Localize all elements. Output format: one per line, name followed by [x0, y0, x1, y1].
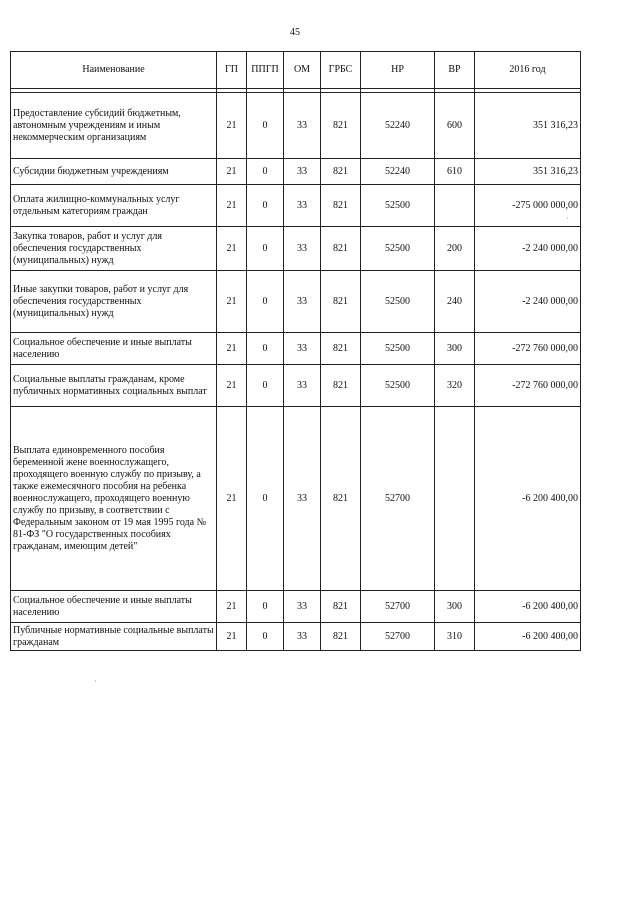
cell-vr: 300 [435, 591, 475, 623]
cell-name: Публичные нормативные социальные выплаты гражданам [11, 623, 217, 651]
cell-amount: 351 316,23 [475, 93, 581, 159]
cell-nr: 52700 [361, 623, 435, 651]
cell-gp: 21 [217, 159, 247, 185]
cell-grbs: 821 [321, 93, 361, 159]
cell-vr: 200 [435, 227, 475, 271]
table-row [11, 333, 581, 365]
cell-grbs: 821 [321, 623, 361, 651]
column-header-om: ОМ [284, 52, 321, 89]
cell-om: 33 [284, 159, 321, 185]
cell-pgp: 0 [247, 227, 284, 271]
cell-pgp: 0 [247, 407, 284, 591]
cell-gp: 21 [217, 93, 247, 159]
cell-nr: 52500 [361, 185, 435, 227]
cell-gp: 21 [217, 591, 247, 623]
table-row [11, 591, 581, 623]
cell-amount: -6 200 400,00 [475, 407, 581, 591]
cell-gp: 21 [217, 365, 247, 407]
cell-amount: 351 316,23 [475, 159, 581, 185]
table-row [11, 407, 581, 591]
cell-grbs: 821 [321, 227, 361, 271]
cell-amount: -272 760 000,00 [475, 333, 581, 365]
column-header-grbs: ГРБС [321, 52, 361, 89]
column-header-nr: НР [361, 52, 435, 89]
cell-name: Предоставление субсидий бюджетным, автономным учреждениям и иным некоммерческим организациям [11, 93, 217, 159]
cell-amount: -275 000 000,00 [475, 185, 581, 227]
cell-om: 33 [284, 623, 321, 651]
cell-pgp: 0 [247, 93, 284, 159]
cell-nr: 52700 [361, 407, 435, 591]
cell-nr: 52240 [361, 93, 435, 159]
cell-nr: 52500 [361, 365, 435, 407]
cell-nr: 52500 [361, 333, 435, 365]
cell-amount: -6 200 400,00 [475, 591, 581, 623]
column-header-gp: ГП [217, 52, 247, 89]
cell-nr: 52240 [361, 159, 435, 185]
cell-om: 33 [284, 93, 321, 159]
cell-gp: 21 [217, 623, 247, 651]
cell-amount: -2 240 000,00 [475, 227, 581, 271]
cell-pgp: 0 [247, 623, 284, 651]
table-row [11, 365, 581, 407]
column-header-year: 2016 год [475, 52, 581, 89]
cell-gp: 21 [217, 407, 247, 591]
cell-name: Социальное обеспечение и иные выплаты населению [11, 333, 217, 365]
cell-name: Субсидии бюджетным учреждениям [11, 159, 217, 185]
cell-vr: 310 [435, 623, 475, 651]
cell-name: Закупка товаров, работ и услуг для обеспечения государственных (муниципальных) нужд [11, 227, 217, 271]
cell-amount: -2 240 000,00 [475, 271, 581, 333]
cell-grbs: 821 [321, 365, 361, 407]
cell-amount: -272 760 000,00 [475, 365, 581, 407]
cell-pgp: 0 [247, 591, 284, 623]
cell-om: 33 [284, 365, 321, 407]
cell-vr: 240 [435, 271, 475, 333]
scan-speck: · [566, 214, 569, 223]
cell-vr: 610 [435, 159, 475, 185]
cell-grbs: 821 [321, 159, 361, 185]
cell-vr: 600 [435, 93, 475, 159]
cell-vr [435, 407, 475, 591]
cell-grbs: 821 [321, 407, 361, 591]
cell-name: Социальные выплаты гражданам, кроме публичных нормативных социальных выплат [11, 365, 217, 407]
cell-nr: 52700 [361, 591, 435, 623]
cell-grbs: 821 [321, 591, 361, 623]
budget-table [10, 51, 581, 651]
header-row [11, 52, 581, 89]
cell-vr: 320 [435, 365, 475, 407]
table-row [11, 623, 581, 651]
cell-gp: 21 [217, 333, 247, 365]
cell-om: 33 [284, 591, 321, 623]
cell-vr [435, 185, 475, 227]
cell-om: 33 [284, 185, 321, 227]
cell-grbs: 821 [321, 333, 361, 365]
cell-name: Выплата единовременного пособия беременной жене военнослужащего, проходящего военную службу по призыву, а также ежемесячного пособия на ребенка военнослужащего, проходящего военную службу по призыву, в соответствии с Федеральным законом от 19 мая 1995 года № 81-ФЗ "О государственных пособиях гражданам, имеющим детей" [11, 407, 217, 591]
cell-name: Социальное обеспечение и иные выплаты населению [11, 591, 217, 623]
table-row [11, 271, 581, 333]
cell-nr: 52500 [361, 271, 435, 333]
cell-amount: -6 200 400,00 [475, 623, 581, 651]
scan-speck: · [94, 677, 97, 686]
table-body [11, 93, 581, 651]
table-row [11, 93, 581, 159]
column-header-vr: ВР [435, 52, 475, 89]
cell-gp: 21 [217, 227, 247, 271]
cell-grbs: 821 [321, 271, 361, 333]
cell-gp: 21 [217, 271, 247, 333]
cell-grbs: 821 [321, 185, 361, 227]
table-row [11, 185, 581, 227]
cell-om: 33 [284, 227, 321, 271]
cell-name: Оплата жилищно-коммунальных услуг отдельным категориям граждан [11, 185, 217, 227]
page-number: 45 [290, 27, 300, 38]
table-row [11, 227, 581, 271]
cell-name: Иные закупки товаров, работ и услуг для обеспечения государственных (муниципальных) нужд [11, 271, 217, 333]
cell-pgp: 0 [247, 159, 284, 185]
column-header-pgp: ППГП [247, 52, 284, 89]
cell-pgp: 0 [247, 185, 284, 227]
cell-om: 33 [284, 271, 321, 333]
cell-pgp: 0 [247, 271, 284, 333]
column-header-name: Наименование [11, 52, 217, 89]
cell-pgp: 0 [247, 365, 284, 407]
cell-om: 33 [284, 407, 321, 591]
cell-gp: 21 [217, 185, 247, 227]
cell-vr: 300 [435, 333, 475, 365]
cell-pgp: 0 [247, 333, 284, 365]
cell-om: 33 [284, 333, 321, 365]
table-row [11, 159, 581, 185]
cell-nr: 52500 [361, 227, 435, 271]
